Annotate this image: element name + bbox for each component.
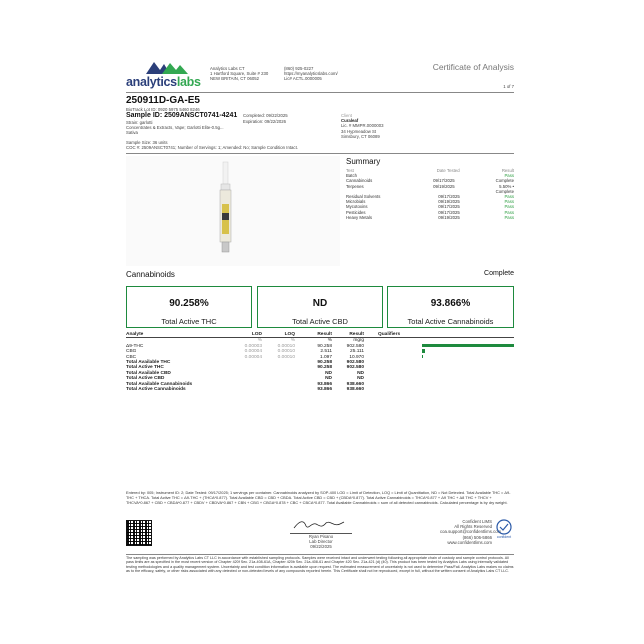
conf-site[interactable]: www.confidentlims.com xyxy=(447,539,492,545)
summary-result: Complete xyxy=(495,178,514,184)
summary-title: Summary xyxy=(346,157,381,166)
lab-address-line2: NEW BRITAIN, CT 06052 xyxy=(210,76,260,82)
analyte-loq: 0.00010 xyxy=(277,349,295,355)
category: Concentrates & Extracts, Vape; Garlotti Elite-0.5g... xyxy=(126,125,224,131)
sample-size: Sample Size: 36 units xyxy=(126,140,168,145)
summary-row xyxy=(346,184,514,194)
analyte-result-percent: 2.511 xyxy=(320,349,332,355)
confident-badge xyxy=(494,519,514,541)
analyte-result-mg: 902.580 xyxy=(346,343,364,349)
summary-date: 09/17/2025 xyxy=(438,204,460,210)
cannabinoids-status: Complete xyxy=(484,270,514,277)
analyte-name: Δ9-THC xyxy=(126,343,144,349)
analyte-result-percent: 90.258 xyxy=(317,343,332,349)
analyte-bar xyxy=(422,344,514,348)
summary-test: Heavy Metals xyxy=(346,214,373,220)
sample-details xyxy=(126,120,246,136)
total-active-cannabinoids-value: 93.866% xyxy=(430,298,471,309)
analyte-loq xyxy=(262,387,295,392)
summary-result: Pass xyxy=(504,209,514,215)
client-address1: 34 Hypmeadow St xyxy=(341,128,377,134)
analyte-result-mg: 10.970 xyxy=(349,354,364,360)
total-active-thc-label: Total Active THC xyxy=(161,317,217,326)
summary-test: Mycotoxins xyxy=(346,204,368,210)
analyte-result-percent: 93.866 xyxy=(317,381,332,387)
analyte-row xyxy=(126,387,514,392)
product-photo xyxy=(126,156,340,266)
analyte-table xyxy=(126,332,514,392)
conf-phone: (866) 506-5866 xyxy=(462,534,492,540)
analyte-header: Analyte LOD LOQ Result Result Qualifiers xyxy=(126,332,514,338)
expiration-date: Expiration: 09/22/2026 xyxy=(243,118,287,124)
disclaimer: The sampling was performed by Analytics Labs CT LLC in accordance with established sampling protocols. Samples were received intact and underwent testing following all appropriate chain of custody and sample control protocols. All pass limits are as specified in the most recent version of Chapter 420f Sec. 21a-408-61A, Chapter 420b Sec. 21a-408-61 and Chapter 420 Sec. 21a-421 (d) (40). This product has been tested by Analytics Labs using internally validated testing methodologies and a quality management system. Uncertainty and test condition information is available upon request. The estimated measurement of uncertainty is not used to determine Pass/Fail. Analytics Labs makes no claims as to the efficacy, safety, or other risks associated with any detected or non-detected levels of any compounds reported herein. This Certificate shall not be reproduced, except in full, without the written consent of Analytics Labs CT LLC. xyxy=(126,556,514,574)
analyte-bar xyxy=(422,355,423,359)
analyte-loq: 0.00010 xyxy=(277,343,295,349)
page-number: 1 of 7 xyxy=(503,84,514,89)
client-block xyxy=(341,113,421,139)
client-license: Lic. # MMPR.0000003 xyxy=(341,123,384,129)
vape-cartridge-image xyxy=(126,156,340,266)
analyte-name: Total Available THC xyxy=(126,360,171,366)
summary-header: Test Date Tested Result xyxy=(346,168,514,173)
sample-id: Sample ID: 2509ANSCT0741-4241 xyxy=(126,112,238,119)
strain: Strain: garlotti xyxy=(126,120,153,125)
total-active-cbd-label: Total Active CBD xyxy=(292,317,348,326)
summary-test: Pesticides xyxy=(346,209,366,215)
summary-date: 09/19/2025 xyxy=(438,199,460,205)
confident-lims-block xyxy=(440,519,502,545)
client-label: Client xyxy=(341,113,352,118)
total-active-cannabinoids-box xyxy=(387,286,514,328)
analyte-result-mg: 938.660 xyxy=(346,381,364,387)
analyte-result-percent: 90.258 xyxy=(317,365,332,371)
analyte-lod: 0.00004 xyxy=(244,354,262,360)
lab-contact-block xyxy=(284,66,364,82)
summary-result: Pass xyxy=(504,194,514,200)
confident-badge-label: confident xyxy=(496,535,512,539)
analyte-lod: 0.00004 xyxy=(244,349,262,355)
lab-phone: (860) 925-0227 xyxy=(284,66,314,71)
summary-result: Pass xyxy=(504,204,514,210)
analyte-name: Total Available CBD xyxy=(126,370,171,376)
analyte-result-percent: 1.097 xyxy=(319,354,332,360)
lab-address-line1: 1 Hartford Square, Suite # 230 xyxy=(210,71,269,77)
summary-row xyxy=(346,215,514,220)
coc-info: COC #: 2509ANSCT0741; Number of Servings: 1; Amended: No; Sample Condition Intact. xyxy=(126,145,298,150)
analyte-lod xyxy=(234,387,262,392)
signer-name: Ryan Pisano xyxy=(308,534,334,539)
summary-date: 09/17/2025 xyxy=(438,194,460,200)
signer-block xyxy=(290,534,352,550)
summary-date: 09/19/2025 xyxy=(438,214,460,220)
analyte-name: CBG xyxy=(126,349,137,355)
logo-wordmark: analyticslabs xyxy=(126,75,201,89)
lab-license: Lic# ACTL.0000005 xyxy=(284,76,322,82)
logo-mountain-icon xyxy=(146,60,188,74)
summary-date: 09/19/2025 xyxy=(433,183,455,189)
analyte-units: % % % mg/g xyxy=(257,338,364,344)
total-active-cannabinoids-label: Total Active Cannabinoids xyxy=(407,317,494,326)
analyte-result-percent: 93.866 xyxy=(317,387,332,393)
lab-address-block xyxy=(210,66,290,82)
signature-scribble-icon xyxy=(292,518,346,532)
summary-test: Cannabinoids xyxy=(346,178,373,184)
lab-name: Analytics Labs CT xyxy=(210,66,245,71)
conf-brand: Confident LIMS xyxy=(462,519,492,524)
cannabinoids-title: Cannabinoids xyxy=(126,270,175,279)
biotrack-lot-id: BioTrack Lot ID: 0920 5975 5460 8246 xyxy=(126,107,200,112)
summary-result: Pass xyxy=(504,199,514,205)
signed-date: 09/22/2025 xyxy=(310,544,332,550)
total-active-cbd-value: ND xyxy=(312,298,328,309)
completed-date: Completed: 09/22/2025 xyxy=(243,113,288,118)
confident-shield-icon xyxy=(494,519,514,535)
client-address2: Simsbury, CT 06089 xyxy=(341,133,380,139)
summary-table xyxy=(346,168,514,220)
analyte-loq: 0.00010 xyxy=(277,354,295,360)
analyte-result-mg: 902.580 xyxy=(346,360,364,366)
analyte-result-percent: 90.258 xyxy=(317,360,332,366)
summary-date: 09/17/2025 xyxy=(438,209,460,215)
conf-email[interactable]: coa.support@confidentlims.com xyxy=(440,529,502,535)
analyte-result-mg: ND xyxy=(357,376,364,382)
analyte-name: Total Active Cannabinoids xyxy=(126,387,186,393)
client-name: Curaleaf xyxy=(341,118,359,124)
signature xyxy=(292,518,346,532)
analyte-name: CBC xyxy=(126,354,137,360)
summary-date: 09/17/2025 xyxy=(433,178,455,184)
logo xyxy=(126,60,204,96)
summary-test: Batch xyxy=(346,173,357,179)
summary-test: Terpenes xyxy=(346,183,364,189)
strain-type: Sativa xyxy=(126,130,138,136)
analyte-bar xyxy=(422,349,425,353)
footer-notes: Entered by: 005; Instrument ID: 2; Date Tested: 09/17/2025; 1 servings per container. Cannabinoids analyzed by SOP-400 LOD = Limit of Detection, LOQ = Limit of Quantitation, ND = Not Detected. Total Available THC = Δ9-THC + THCA. Total Active THC = Δ9-THC + (THCA*0.877). Total Available CBD = CBD + CBDA. Total Active CBD = CBD + (CBDA*0.877). Total Active Cannabinoids = THCA*0.877 + Δ9 THC + Δ8 THC + THCV + THCVA*0.867 + CBD + CBDA*0.877 + CBDV + CBDVA*0.867 + CBN + CBG + CBGA*0.878 + CBC + CBCA*0.877. Total Available Cannabinoids = sum of all detected cannabinoids. Calculated percentage is by dry weight. xyxy=(126,490,511,505)
analyte-result-percent: ND xyxy=(325,376,332,382)
summary-result: Pass xyxy=(504,173,514,179)
analyte-result-mg: 938.660 xyxy=(346,387,364,393)
report-id: 250911D-GA-E5 xyxy=(126,95,200,106)
analyte-result-percent: ND xyxy=(325,370,332,376)
total-active-cbd-box xyxy=(257,286,383,328)
analyte-name: Total Active THC xyxy=(126,365,164,371)
analyte-lod: 0.00003 xyxy=(244,343,262,349)
total-active-thc-box xyxy=(126,286,252,328)
summary-test: Residual Solvents xyxy=(346,194,381,200)
analyte-name: Total Available Cannabinoids xyxy=(126,381,193,387)
summary-result: Pass xyxy=(504,214,514,220)
conf-rights: All Rights Reserved xyxy=(454,524,492,530)
total-active-thc-value: 90.258% xyxy=(169,298,209,309)
analyte-result-mg: 25.111 xyxy=(350,349,364,355)
document-title: Certificate of Analysis xyxy=(432,62,514,72)
analyte-result-mg: ND xyxy=(357,370,364,376)
analyte-name: Total Active CBD xyxy=(126,376,165,382)
signer-title: Lab Director xyxy=(309,539,333,545)
summary-result: 5.50% • Complete xyxy=(495,183,514,194)
analyte-result-mg: 902.580 xyxy=(346,365,364,371)
lab-website[interactable]: https://myanalyticslabs.com/ xyxy=(284,71,338,77)
summary-test: Microbials xyxy=(346,199,366,205)
qr-code[interactable] xyxy=(126,520,152,546)
